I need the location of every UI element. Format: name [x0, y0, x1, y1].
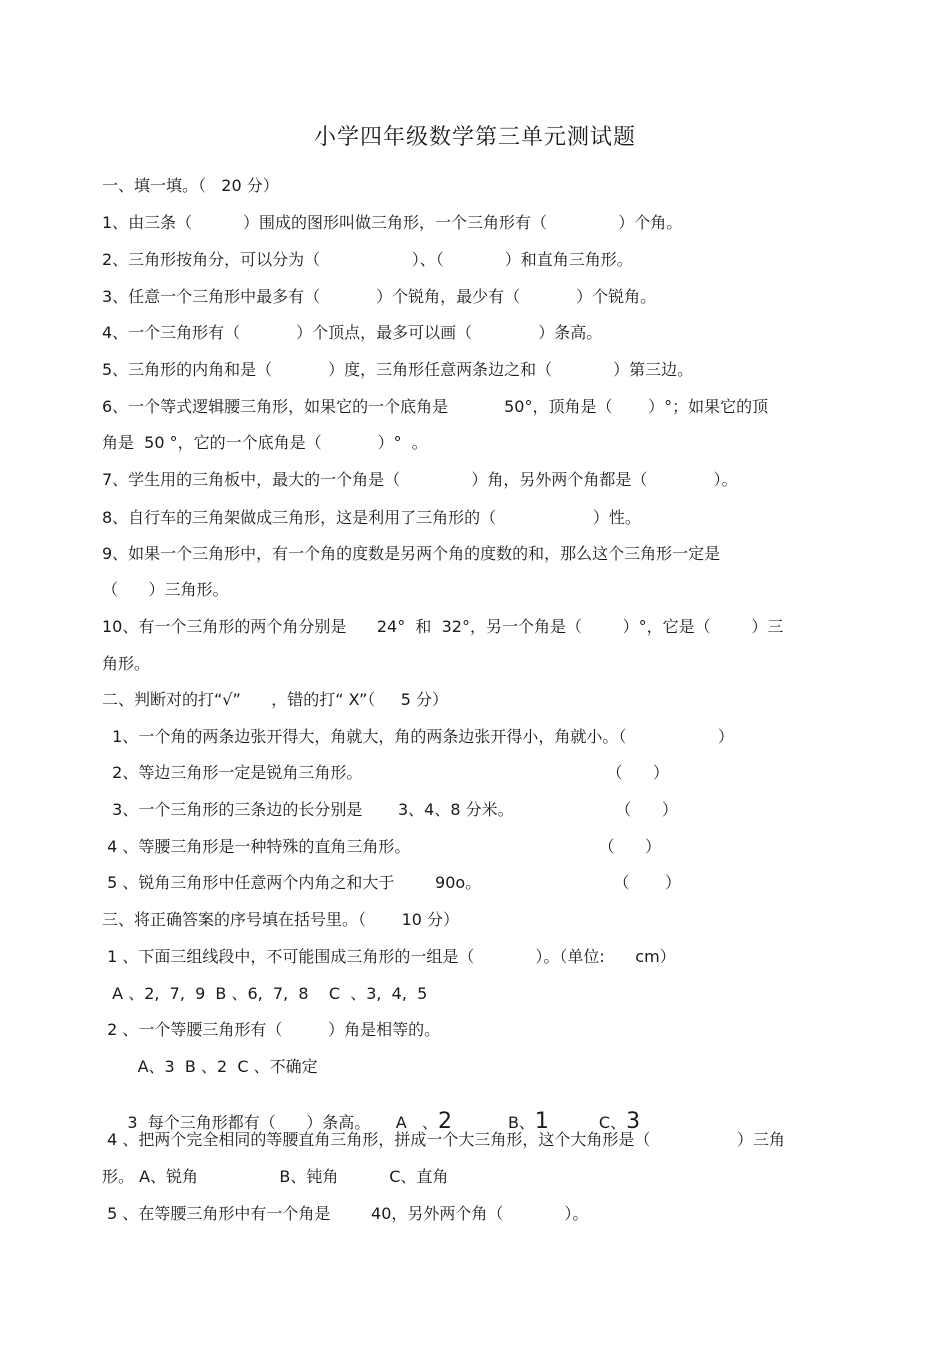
question-1-10-line2: 角形。 — [102, 654, 151, 673]
question-1-6-line1: 6、一个等式逻辑腰三角形，如果它的一个底角是 50°，顶角是（ ）°；如果它的顶 — [102, 397, 769, 416]
section2-heading: 二、判断对的打“√” ，错的打“ X”（ 5 分） — [102, 690, 448, 709]
question-3-2-options: A、3 B 、2 C 、不确定 — [102, 1057, 318, 1076]
question-2-1: 1、一个角的两条边张开得大，角就大，角的两条边张开得小，角就小。（ ） — [102, 727, 734, 746]
question-1-10-line1: 10、有一个三角形的两个角分别是 24° 和 32°，另一个角是（ ）°，它是（ ）三 — [102, 617, 784, 636]
question-3-3-text: 3 每个三角形都有（ ）条高。 A 、 — [122, 1113, 438, 1132]
option-b-label: B、 — [507, 1113, 535, 1132]
question-3-4-line1: 4 、把两个完全相同的等腰直角三角形，拼成一个大三角形，这个大角形是（ ）三角 — [102, 1130, 785, 1149]
question-2-5: 5 、锐角三角形中任意两个内角之和大于 90o。 （ ） — [102, 873, 682, 892]
question-3-5: 5 、在等腰三角形中有一个角是 40，另外两个角（ ）。 — [102, 1204, 589, 1223]
question-2-4: 4 、等腰三角形是一种特殊的直角三角形。 （ ） — [102, 837, 662, 856]
section1-heading: 一、填一填。（ 20 分） — [102, 176, 279, 195]
page-title: 小学四年级数学第三单元测试题 — [313, 125, 636, 150]
question-1-5: 5、三角形的内角和是（ ）度，三角形任意两条边之和（ ）第三边。 — [102, 360, 694, 379]
question-3-1-options: A 、2, 7, 9 B 、6, 7, 8 C 、3, 4, 5 — [102, 984, 428, 1003]
question-1-3: 3、任意一个三角形中最多有（ ）个锐角，最少有（ ）个锐角。 — [102, 287, 657, 306]
question-3-2: 2 、一个等腰三角形有（ ）角是相等的。 — [102, 1020, 441, 1039]
question-1-4: 4、一个三角形有（ ）个顶点，最多可以画（ ）条高。 — [102, 323, 603, 342]
question-1-7: 7、学生用的三角板中，最大的一个角是（ ）角，另外两个角都是（ ）。 — [102, 470, 738, 489]
question-1-9-line1: 9、如果一个三角形中，有一个角的度数是另两个角的度数的和，那么这个三角形一定是 — [102, 544, 721, 563]
question-1-2: 2、三角形按角分，可以分为（ ）、（ ）和直角三角形。 — [102, 250, 633, 269]
question-3-4-line2: 形。 A、锐角 B、钝角 C、直角 — [102, 1167, 449, 1186]
question-1-8: 8、自行车的三角架做成三角形，这是利用了三角形的（ ）性。 — [102, 508, 641, 527]
option-c-label: C、 — [598, 1113, 627, 1132]
question-2-3: 3、一个三角形的三条边的长分别是 3、4、8 分米。 （ ） — [102, 800, 678, 819]
option-b-value: 1 — [534, 1109, 549, 1134]
question-1-6-line2: 角是 50 °，它的一个底角是（ ）° 。 — [102, 433, 428, 452]
question-3-1: 1 、下面三组线段中，不可能围成三角形的一组是（ ）。（单位: cm） — [102, 947, 676, 966]
section3-heading: 三、将正确答案的序号填在括号里。（ 10 分） — [102, 910, 460, 929]
question-1-9-line2: （ ）三角形。 — [102, 580, 229, 599]
option-c-value: 3 — [626, 1109, 641, 1134]
question-2-2: 2、等边三角形一定是锐角三角形。 （ ） — [102, 763, 669, 782]
option-a-value: 2 — [437, 1109, 452, 1134]
question-1-1: 1、由三条（ ）围成的图形叫做三角形，一个三角形有（ ）个角。 — [102, 213, 683, 232]
